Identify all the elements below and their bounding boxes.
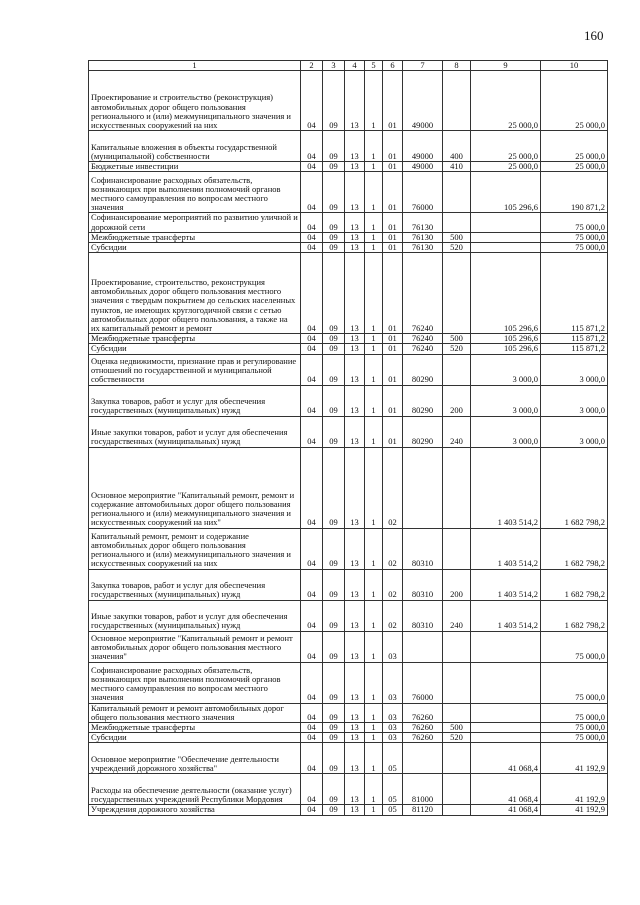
row-name-cell: Межбюджетные трансферты xyxy=(89,334,301,344)
code-cell: 04 xyxy=(301,631,323,662)
code-cell: 1 xyxy=(365,71,383,131)
row-name-cell: Межбюджетные трансферты xyxy=(89,232,301,242)
code-cell xyxy=(443,703,471,722)
code-cell: 04 xyxy=(301,805,323,815)
code-cell: 13 xyxy=(345,162,365,172)
code-cell: 500 xyxy=(443,723,471,733)
table-row xyxy=(89,774,608,805)
code-cell: 13 xyxy=(345,774,365,805)
amount-year1-cell xyxy=(471,723,541,733)
code-cell: 09 xyxy=(323,71,345,131)
code-cell xyxy=(443,172,471,213)
code-cell: 05 xyxy=(383,774,403,805)
code-cell: 09 xyxy=(323,131,345,162)
code-cell: 500 xyxy=(443,334,471,344)
row-name-cell: Закупка товаров, работ и услуг для обеспечения государственных (муниципальных) нужд xyxy=(89,569,301,600)
code-cell: 03 xyxy=(383,631,403,662)
table-row xyxy=(89,172,608,213)
code-cell: 13 xyxy=(345,213,365,232)
amount-year1-cell: 25 000,0 xyxy=(471,131,541,162)
amount-year2-cell: 190 871,2 xyxy=(541,172,608,213)
table-row xyxy=(89,631,608,662)
code-cell: 04 xyxy=(301,569,323,600)
header-cell: 6 xyxy=(383,61,403,71)
code-cell: 200 xyxy=(443,385,471,416)
code-cell: 09 xyxy=(323,528,345,569)
amount-year1-cell: 105 296,6 xyxy=(471,172,541,213)
amount-year1-cell xyxy=(471,213,541,232)
header-cell: 10 xyxy=(541,61,608,71)
row-name-cell: Субсидии xyxy=(89,243,301,253)
code-cell: 1 xyxy=(365,528,383,569)
code-cell: 09 xyxy=(323,733,345,743)
code-cell: 1 xyxy=(365,162,383,172)
budget-table xyxy=(88,60,608,816)
code-cell: 02 xyxy=(383,600,403,631)
header-cell: 4 xyxy=(345,61,365,71)
row-name-cell: Закупка товаров, работ и услуг для обеспечения государственных (муниципальных) нужд xyxy=(89,385,301,416)
table-row xyxy=(89,162,608,172)
amount-year2-cell: 1 682 798,2 xyxy=(541,600,608,631)
code-cell xyxy=(443,253,471,334)
code-cell: 13 xyxy=(345,600,365,631)
code-cell: 01 xyxy=(383,416,403,447)
code-cell: 1 xyxy=(365,631,383,662)
code-cell: 1 xyxy=(365,253,383,334)
code-cell: 09 xyxy=(323,162,345,172)
code-cell: 1 xyxy=(365,232,383,242)
code-cell: 03 xyxy=(383,723,403,733)
amount-year1-cell: 1 403 514,2 xyxy=(471,569,541,600)
row-name-cell: Капитальный ремонт и ремонт автомобильных дорог общего пользования местного значения xyxy=(89,703,301,722)
code-cell: 02 xyxy=(383,569,403,600)
table-row xyxy=(89,733,608,743)
row-name-cell: Проектирование и строительство (реконструкция) автомобильных дорог общего пользования регионального и (или) межмуниципального значения и искусственных сооружений на них xyxy=(89,71,301,131)
amount-year2-cell: 25 000,0 xyxy=(541,162,608,172)
amount-year1-cell: 105 296,6 xyxy=(471,344,541,354)
code-cell: 04 xyxy=(301,662,323,703)
amount-year2-cell: 75 000,0 xyxy=(541,703,608,722)
code-cell: 09 xyxy=(323,416,345,447)
amount-year1-cell xyxy=(471,243,541,253)
amount-year2-cell: 41 192,9 xyxy=(541,774,608,805)
code-cell: 76000 xyxy=(403,662,443,703)
header-cell: 9 xyxy=(471,61,541,71)
code-cell: 1 xyxy=(365,416,383,447)
code-cell: 04 xyxy=(301,703,323,722)
amount-year2-cell: 3 000,0 xyxy=(541,385,608,416)
code-cell: 09 xyxy=(323,662,345,703)
code-cell: 13 xyxy=(345,569,365,600)
row-name-cell: Субсидии xyxy=(89,344,301,354)
code-cell: 520 xyxy=(443,243,471,253)
code-cell: 1 xyxy=(365,569,383,600)
code-cell: 76260 xyxy=(403,733,443,743)
code-cell: 1 xyxy=(365,703,383,722)
code-cell: 1 xyxy=(365,334,383,344)
code-cell: 04 xyxy=(301,528,323,569)
code-cell: 09 xyxy=(323,232,345,242)
code-cell: 04 xyxy=(301,447,323,528)
code-cell: 13 xyxy=(345,733,365,743)
amount-year1-cell: 41 068,4 xyxy=(471,805,541,815)
code-cell: 04 xyxy=(301,232,323,242)
code-cell: 80310 xyxy=(403,528,443,569)
code-cell: 04 xyxy=(301,253,323,334)
amount-year2-cell: 75 000,0 xyxy=(541,723,608,733)
code-cell: 09 xyxy=(323,447,345,528)
code-cell: 1 xyxy=(365,385,383,416)
code-cell: 04 xyxy=(301,600,323,631)
amount-year2-cell: 3 000,0 xyxy=(541,354,608,385)
code-cell: 1 xyxy=(365,172,383,213)
row-name-cell: Межбюджетные трансферты xyxy=(89,723,301,733)
row-name-cell: Иные закупки товаров, работ и услуг для обеспечения государственных (муниципальных) нужд xyxy=(89,600,301,631)
amount-year2-cell: 25 000,0 xyxy=(541,71,608,131)
code-cell: 04 xyxy=(301,334,323,344)
amount-year1-cell xyxy=(471,662,541,703)
code-cell: 1 xyxy=(365,600,383,631)
code-cell: 1 xyxy=(365,662,383,703)
amount-year2-cell: 75 000,0 xyxy=(541,631,608,662)
table-row xyxy=(89,253,608,334)
code-cell: 04 xyxy=(301,162,323,172)
code-cell: 04 xyxy=(301,344,323,354)
code-cell: 09 xyxy=(323,703,345,722)
code-cell: 01 xyxy=(383,71,403,131)
code-cell: 04 xyxy=(301,71,323,131)
code-cell: 01 xyxy=(383,253,403,334)
amount-year1-cell: 25 000,0 xyxy=(471,71,541,131)
amount-year2-cell: 25 000,0 xyxy=(541,131,608,162)
code-cell: 13 xyxy=(345,385,365,416)
code-cell: 76130 xyxy=(403,232,443,242)
code-cell xyxy=(443,774,471,805)
header-row xyxy=(89,61,608,71)
code-cell: 1 xyxy=(365,344,383,354)
code-cell: 1 xyxy=(365,774,383,805)
code-cell: 09 xyxy=(323,354,345,385)
code-cell: 49000 xyxy=(403,71,443,131)
code-cell: 76260 xyxy=(403,723,443,733)
header-cell: 8 xyxy=(443,61,471,71)
table-row xyxy=(89,385,608,416)
code-cell: 200 xyxy=(443,569,471,600)
amount-year2-cell: 41 192,9 xyxy=(541,743,608,774)
code-cell: 13 xyxy=(345,447,365,528)
table-row xyxy=(89,243,608,253)
amount-year2-cell: 1 682 798,2 xyxy=(541,569,608,600)
code-cell: 09 xyxy=(323,743,345,774)
row-name-cell: Основное мероприятие "Обеспечение деятельности учреждений дорожного хозяйства" xyxy=(89,743,301,774)
code-cell: 13 xyxy=(345,723,365,733)
code-cell: 03 xyxy=(383,662,403,703)
code-cell xyxy=(443,631,471,662)
amount-year2-cell: 75 000,0 xyxy=(541,213,608,232)
row-name-cell: Учреждения дорожного хозяйства xyxy=(89,805,301,815)
code-cell: 04 xyxy=(301,354,323,385)
code-cell: 01 xyxy=(383,172,403,213)
amount-year1-cell: 1 403 514,2 xyxy=(471,447,541,528)
amount-year1-cell: 25 000,0 xyxy=(471,162,541,172)
table-row xyxy=(89,805,608,815)
code-cell: 76130 xyxy=(403,243,443,253)
row-name-cell: Проектирование, строительство, реконструкция автомобильных дорог общего пользования местного значения с твердым покрытием до сельских населенных пунктов, не имеющих круглогодичной связи с сетью автомобильных дорог общего пользования, а также на их капитальный ремонт и ремонт xyxy=(89,253,301,334)
code-cell: 80290 xyxy=(403,416,443,447)
code-cell: 13 xyxy=(345,131,365,162)
code-cell: 1 xyxy=(365,805,383,815)
amount-year2-cell: 1 682 798,2 xyxy=(541,447,608,528)
header-cell: 1 xyxy=(89,61,301,71)
amount-year2-cell: 3 000,0 xyxy=(541,416,608,447)
code-cell xyxy=(443,447,471,528)
amount-year1-cell: 1 403 514,2 xyxy=(471,528,541,569)
table-row xyxy=(89,334,608,344)
code-cell: 04 xyxy=(301,774,323,805)
amount-year2-cell: 75 000,0 xyxy=(541,662,608,703)
table-row xyxy=(89,723,608,733)
code-cell: 1 xyxy=(365,447,383,528)
table-row xyxy=(89,131,608,162)
amount-year2-cell: 115 871,2 xyxy=(541,344,608,354)
code-cell xyxy=(403,447,443,528)
code-cell: 09 xyxy=(323,253,345,334)
code-cell: 13 xyxy=(345,743,365,774)
code-cell: 09 xyxy=(323,805,345,815)
code-cell: 500 xyxy=(443,232,471,242)
table-row xyxy=(89,354,608,385)
code-cell: 13 xyxy=(345,71,365,131)
code-cell: 09 xyxy=(323,385,345,416)
code-cell: 01 xyxy=(383,131,403,162)
code-cell: 05 xyxy=(383,805,403,815)
code-cell: 01 xyxy=(383,213,403,232)
row-name-cell: Софинансирование расходных обязательств, возникающих при выполнении полномочий органов местного самоуправления по вопросам местного значения xyxy=(89,172,301,213)
table-row xyxy=(89,416,608,447)
header-cell: 7 xyxy=(403,61,443,71)
code-cell xyxy=(443,71,471,131)
code-cell: 09 xyxy=(323,600,345,631)
code-cell: 49000 xyxy=(403,162,443,172)
code-cell xyxy=(443,805,471,815)
code-cell: 520 xyxy=(443,733,471,743)
code-cell: 04 xyxy=(301,243,323,253)
code-cell: 76130 xyxy=(403,213,443,232)
code-cell: 04 xyxy=(301,385,323,416)
code-cell: 01 xyxy=(383,385,403,416)
code-cell: 49000 xyxy=(403,131,443,162)
amount-year1-cell: 3 000,0 xyxy=(471,416,541,447)
code-cell: 13 xyxy=(345,805,365,815)
code-cell: 09 xyxy=(323,344,345,354)
code-cell: 13 xyxy=(345,416,365,447)
header-cell: 3 xyxy=(323,61,345,71)
code-cell: 09 xyxy=(323,774,345,805)
code-cell: 13 xyxy=(345,243,365,253)
amount-year1-cell xyxy=(471,703,541,722)
table-row xyxy=(89,213,608,232)
code-cell: 01 xyxy=(383,344,403,354)
amount-year1-cell: 1 403 514,2 xyxy=(471,600,541,631)
code-cell xyxy=(403,743,443,774)
code-cell: 1 xyxy=(365,131,383,162)
code-cell: 1 xyxy=(365,354,383,385)
code-cell xyxy=(443,662,471,703)
row-name-cell: Иные закупки товаров, работ и услуг для обеспечения государственных (муниципальных) нужд xyxy=(89,416,301,447)
code-cell: 400 xyxy=(443,131,471,162)
code-cell: 13 xyxy=(345,172,365,213)
code-cell: 09 xyxy=(323,569,345,600)
amount-year1-cell: 105 296,6 xyxy=(471,253,541,334)
code-cell: 1 xyxy=(365,243,383,253)
amount-year2-cell: 115 871,2 xyxy=(541,334,608,344)
row-name-cell: Основное мероприятие "Капитальный ремонт, ремонт и содержание автомобильных дорог общего пользования регионального и (или) межмуниципального значения и искусственных сооружений на них" xyxy=(89,447,301,528)
code-cell: 410 xyxy=(443,162,471,172)
table-row xyxy=(89,528,608,569)
code-cell: 240 xyxy=(443,600,471,631)
code-cell: 13 xyxy=(345,662,365,703)
code-cell: 04 xyxy=(301,723,323,733)
table-row xyxy=(89,569,608,600)
amount-year2-cell: 75 000,0 xyxy=(541,243,608,253)
code-cell: 09 xyxy=(323,213,345,232)
table-row xyxy=(89,344,608,354)
code-cell xyxy=(443,354,471,385)
code-cell: 80290 xyxy=(403,385,443,416)
amount-year2-cell: 75 000,0 xyxy=(541,232,608,242)
code-cell: 13 xyxy=(345,703,365,722)
code-cell: 76260 xyxy=(403,703,443,722)
table-row xyxy=(89,447,608,528)
code-cell: 03 xyxy=(383,703,403,722)
code-cell: 13 xyxy=(345,344,365,354)
code-cell xyxy=(443,528,471,569)
code-cell: 02 xyxy=(383,528,403,569)
code-cell xyxy=(443,743,471,774)
amount-year1-cell xyxy=(471,631,541,662)
code-cell xyxy=(443,213,471,232)
code-cell: 1 xyxy=(365,213,383,232)
code-cell: 09 xyxy=(323,172,345,213)
code-cell: 04 xyxy=(301,131,323,162)
code-cell: 1 xyxy=(365,733,383,743)
amount-year1-cell: 41 068,4 xyxy=(471,743,541,774)
amount-year1-cell: 3 000,0 xyxy=(471,385,541,416)
code-cell: 81120 xyxy=(403,805,443,815)
table-row xyxy=(89,71,608,131)
code-cell: 80310 xyxy=(403,600,443,631)
code-cell: 01 xyxy=(383,232,403,242)
amount-year1-cell xyxy=(471,232,541,242)
code-cell: 04 xyxy=(301,416,323,447)
row-name-cell: Капитальные вложения в объекты государственной (муниципальной) собственности xyxy=(89,131,301,162)
code-cell: 09 xyxy=(323,631,345,662)
code-cell: 03 xyxy=(383,733,403,743)
table-row xyxy=(89,232,608,242)
code-cell: 76240 xyxy=(403,334,443,344)
table-row xyxy=(89,703,608,722)
code-cell: 80290 xyxy=(403,354,443,385)
code-cell: 520 xyxy=(443,344,471,354)
amount-year2-cell: 1 682 798,2 xyxy=(541,528,608,569)
code-cell: 01 xyxy=(383,162,403,172)
row-name-cell: Капитальный ремонт, ремонт и содержание автомобильных дорог общего пользования регионального и (или) межмуниципального значения и искусственных сооружений на них xyxy=(89,528,301,569)
page-number: 160 xyxy=(584,28,604,43)
code-cell: 1 xyxy=(365,743,383,774)
code-cell: 01 xyxy=(383,334,403,344)
code-cell: 1 xyxy=(365,723,383,733)
code-cell: 09 xyxy=(323,723,345,733)
row-name-cell: Расходы на обеспечение деятельности (оказание услуг) государственных учреждений Республики Мордовия xyxy=(89,774,301,805)
code-cell: 80310 xyxy=(403,569,443,600)
code-cell: 04 xyxy=(301,213,323,232)
table-row xyxy=(89,662,608,703)
row-name-cell: Оценка недвижимости, признание прав и регулирование отношений по государственной и муниципальной собственности xyxy=(89,354,301,385)
amount-year2-cell: 75 000,0 xyxy=(541,733,608,743)
code-cell: 04 xyxy=(301,733,323,743)
code-cell xyxy=(403,631,443,662)
code-cell: 76000 xyxy=(403,172,443,213)
code-cell: 13 xyxy=(345,232,365,242)
table-row xyxy=(89,743,608,774)
amount-year1-cell: 105 296,6 xyxy=(471,334,541,344)
amount-year1-cell xyxy=(471,733,541,743)
amount-year2-cell: 115 871,2 xyxy=(541,253,608,334)
code-cell: 09 xyxy=(323,243,345,253)
code-cell: 13 xyxy=(345,334,365,344)
row-name-cell: Бюджетные инвестиции xyxy=(89,162,301,172)
amount-year1-cell: 3 000,0 xyxy=(471,354,541,385)
table-row xyxy=(89,600,608,631)
code-cell: 13 xyxy=(345,253,365,334)
code-cell: 13 xyxy=(345,528,365,569)
amount-year1-cell: 41 068,4 xyxy=(471,774,541,805)
code-cell: 05 xyxy=(383,743,403,774)
code-cell: 01 xyxy=(383,243,403,253)
amount-year2-cell: 41 192,9 xyxy=(541,805,608,815)
header-cell: 2 xyxy=(301,61,323,71)
code-cell: 04 xyxy=(301,743,323,774)
row-name-cell: Софинансирование мероприятий по развитию уличной и дорожной сети xyxy=(89,213,301,232)
code-cell: 13 xyxy=(345,631,365,662)
code-cell: 09 xyxy=(323,334,345,344)
header-cell: 5 xyxy=(365,61,383,71)
code-cell: 04 xyxy=(301,172,323,213)
row-name-cell: Софинансирование расходных обязательств, возникающих при выполнении полномочий органов местного самоуправления по вопросам местного значения xyxy=(89,662,301,703)
code-cell: 81000 xyxy=(403,774,443,805)
code-cell: 76240 xyxy=(403,344,443,354)
code-cell: 76240 xyxy=(403,253,443,334)
code-cell: 02 xyxy=(383,447,403,528)
code-cell: 13 xyxy=(345,354,365,385)
code-cell: 240 xyxy=(443,416,471,447)
code-cell: 01 xyxy=(383,354,403,385)
row-name-cell: Основное мероприятие "Капитальный ремонт и ремонт автомобильных дорог общего пользования местного значения" xyxy=(89,631,301,662)
row-name-cell: Субсидии xyxy=(89,733,301,743)
